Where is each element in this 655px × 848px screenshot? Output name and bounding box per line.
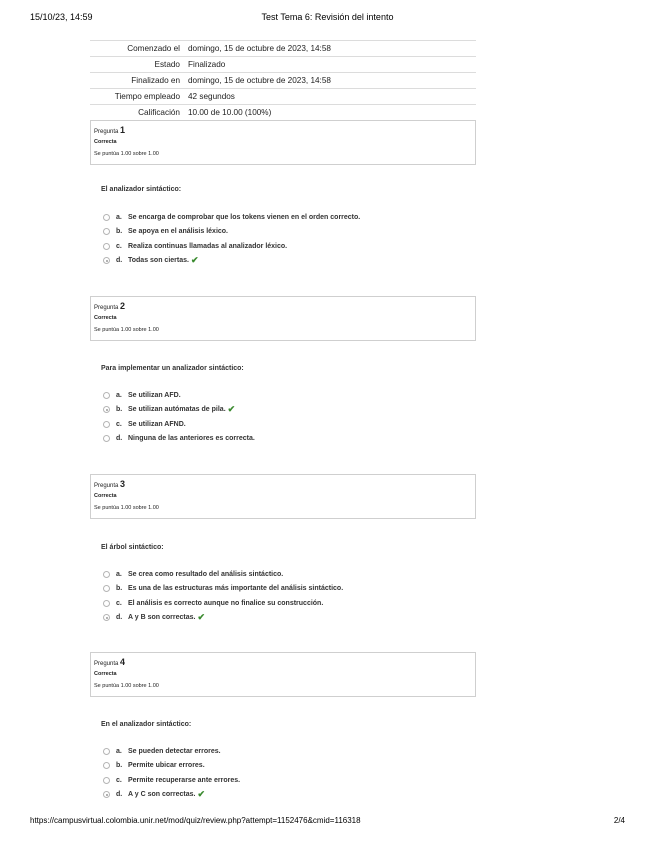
print-page-title: Test Tema 6: Revisión del intento	[261, 12, 394, 22]
question-title	[94, 657, 125, 667]
question-state: Correcta	[94, 139, 117, 145]
answer-list	[103, 388, 463, 446]
question-info-box	[90, 652, 476, 697]
radio-button[interactable]	[103, 435, 110, 442]
summary-value: domingo, 15 de octubre de 2023, 14:58	[184, 73, 476, 89]
question-label: Pregunta	[94, 129, 119, 135]
question-info-box	[90, 296, 476, 341]
checkmark-icon: ✔	[197, 789, 205, 800]
answer-text: Realiza continuas llamadas al analizador léxico.	[128, 242, 288, 250]
answer-option[interactable]	[103, 744, 463, 759]
radio-button-selected[interactable]	[103, 406, 110, 413]
radio-button[interactable]	[103, 571, 110, 578]
question-label: Pregunta	[94, 483, 119, 489]
answer-text: Todas son ciertas.	[128, 257, 189, 265]
answer-option[interactable]	[103, 567, 463, 582]
summary-row	[90, 105, 476, 121]
radio-button[interactable]	[103, 762, 110, 769]
summary-value: 10.00 de 10.00 (100%)	[184, 105, 476, 121]
print-url: https://campusvirtual.colombia.unir.net/mod/quiz/review.php?attempt=1152476&cmid=116318	[30, 816, 361, 825]
summary-label: Comenzado el	[90, 41, 184, 57]
answer-option[interactable]	[103, 596, 463, 611]
question-title	[94, 125, 125, 135]
summary-label: Calificación	[90, 105, 184, 121]
answer-text: Ninguna de las anteriores es correcta.	[128, 435, 255, 443]
summary-label: Tiempo empleado	[90, 89, 184, 105]
answer-option[interactable]	[103, 403, 463, 418]
summary-row	[90, 41, 476, 57]
checkmark-icon: ✔	[227, 404, 236, 415]
answer-text: Se encarga de comprobar que los tokens vienen en el orden correcto.	[128, 213, 361, 221]
answer-option[interactable]	[103, 773, 463, 788]
radio-button[interactable]	[103, 243, 110, 250]
answer-text: Es una de las estructuras más importante del análisis sintáctico.	[128, 585, 344, 593]
summary-value: 42 segundos	[184, 89, 476, 105]
answer-letter: b.	[116, 228, 123, 236]
print-header	[30, 12, 625, 26]
answer-text: Se crea como resultado del análisis sintáctico.	[128, 570, 284, 578]
answer-option[interactable]	[103, 432, 463, 447]
summary-value: Finalizado	[184, 57, 476, 73]
question-number: 4	[120, 657, 126, 667]
answer-letter: d.	[116, 257, 123, 265]
answer-letter: b.	[116, 585, 123, 593]
radio-button[interactable]	[103, 777, 110, 784]
question-text: En el analizador sintáctico:	[101, 721, 192, 728]
radio-button[interactable]	[103, 392, 110, 399]
question-title	[94, 301, 125, 311]
question-number: 3	[120, 479, 126, 489]
answer-letter: a.	[116, 213, 122, 221]
answer-letter: d.	[116, 791, 123, 799]
question-text: Para implementar un analizador sintáctico:	[101, 365, 244, 372]
question-state: Correcta	[94, 315, 117, 321]
radio-button-selected[interactable]	[103, 614, 110, 621]
question-state: Correcta	[94, 671, 117, 677]
answer-option[interactable]	[103, 225, 463, 240]
question-label: Pregunta	[94, 661, 119, 667]
question-label: Pregunta	[94, 305, 119, 311]
page-number: 2/4	[613, 816, 625, 825]
question-title	[94, 479, 125, 489]
answer-letter: c.	[116, 242, 122, 250]
question-info-box	[90, 474, 476, 519]
question-text: El árbol sintáctico:	[101, 544, 164, 551]
answer-option[interactable]	[103, 788, 463, 803]
answer-text: Se utilizan AFND.	[128, 420, 186, 428]
summary-row	[90, 73, 476, 89]
answer-list	[103, 210, 463, 268]
checkmark-icon: ✔	[190, 255, 199, 266]
answer-option[interactable]	[103, 210, 463, 225]
answer-text: Permite recuperarse ante errores.	[128, 776, 241, 784]
answer-text: Se utilizan autómatas de pila.	[128, 406, 226, 414]
answer-letter: b.	[116, 762, 123, 770]
summary-label: Finalizado en	[90, 73, 184, 89]
question-grade: Se puntúa 1.00 sobre 1.00	[94, 683, 159, 689]
question-text: El analizador sintáctico:	[101, 186, 182, 193]
print-footer	[30, 816, 625, 828]
radio-button[interactable]	[103, 228, 110, 235]
answer-option[interactable]	[103, 239, 463, 254]
answer-letter: c.	[116, 599, 122, 607]
question-state: Correcta	[94, 493, 117, 499]
answer-option[interactable]	[103, 417, 463, 432]
answer-letter: c.	[116, 776, 122, 784]
answer-text: El análisis es correcto aunque no finalice su construcción.	[128, 599, 324, 607]
answer-list	[103, 567, 463, 625]
question-grade: Se puntúa 1.00 sobre 1.00	[94, 327, 159, 333]
checkmark-icon: ✔	[197, 612, 205, 623]
radio-button[interactable]	[103, 600, 110, 607]
answer-letter: d.	[116, 614, 123, 622]
answer-letter: a.	[116, 570, 122, 578]
summary-value: domingo, 15 de octubre de 2023, 14:58	[184, 41, 476, 57]
answer-letter: a.	[116, 391, 122, 399]
question-number: 1	[120, 125, 126, 135]
radio-button[interactable]	[103, 748, 110, 755]
answer-letter: c.	[116, 420, 122, 428]
answer-option[interactable]	[103, 254, 463, 269]
question-number: 2	[120, 301, 126, 311]
answer-letter: d.	[116, 435, 123, 443]
answer-text: A y B son correctas.	[128, 614, 196, 622]
answer-option[interactable]	[103, 759, 463, 774]
radio-button[interactable]	[103, 585, 110, 592]
question-grade: Se puntúa 1.00 sobre 1.00	[94, 151, 159, 157]
question-grade: Se puntúa 1.00 sobre 1.00	[94, 505, 159, 511]
answer-text: Permite ubicar errores.	[128, 762, 205, 770]
question-info-box	[90, 120, 476, 165]
radio-button[interactable]	[103, 421, 110, 428]
answer-list	[103, 744, 463, 802]
summary-label: Estado	[90, 57, 184, 73]
answer-letter: b.	[116, 406, 123, 414]
attempt-summary-table	[90, 40, 476, 121]
answer-text: Se utilizan AFD.	[128, 391, 181, 399]
answer-option[interactable]	[103, 611, 463, 626]
radio-button-selected[interactable]	[103, 257, 110, 264]
summary-row	[90, 57, 476, 73]
answer-text: A y C son correctas.	[128, 791, 196, 799]
answer-text: Se apoya en el análisis léxico.	[128, 228, 228, 236]
answer-option[interactable]	[103, 388, 463, 403]
print-datetime: 15/10/23, 14:59	[30, 12, 93, 22]
answer-option[interactable]	[103, 582, 463, 597]
radio-button[interactable]	[103, 214, 110, 221]
answer-letter: a.	[116, 747, 122, 755]
summary-row	[90, 89, 476, 105]
radio-button-selected[interactable]	[103, 791, 110, 798]
answer-text: Se pueden detectar errores.	[128, 747, 221, 755]
